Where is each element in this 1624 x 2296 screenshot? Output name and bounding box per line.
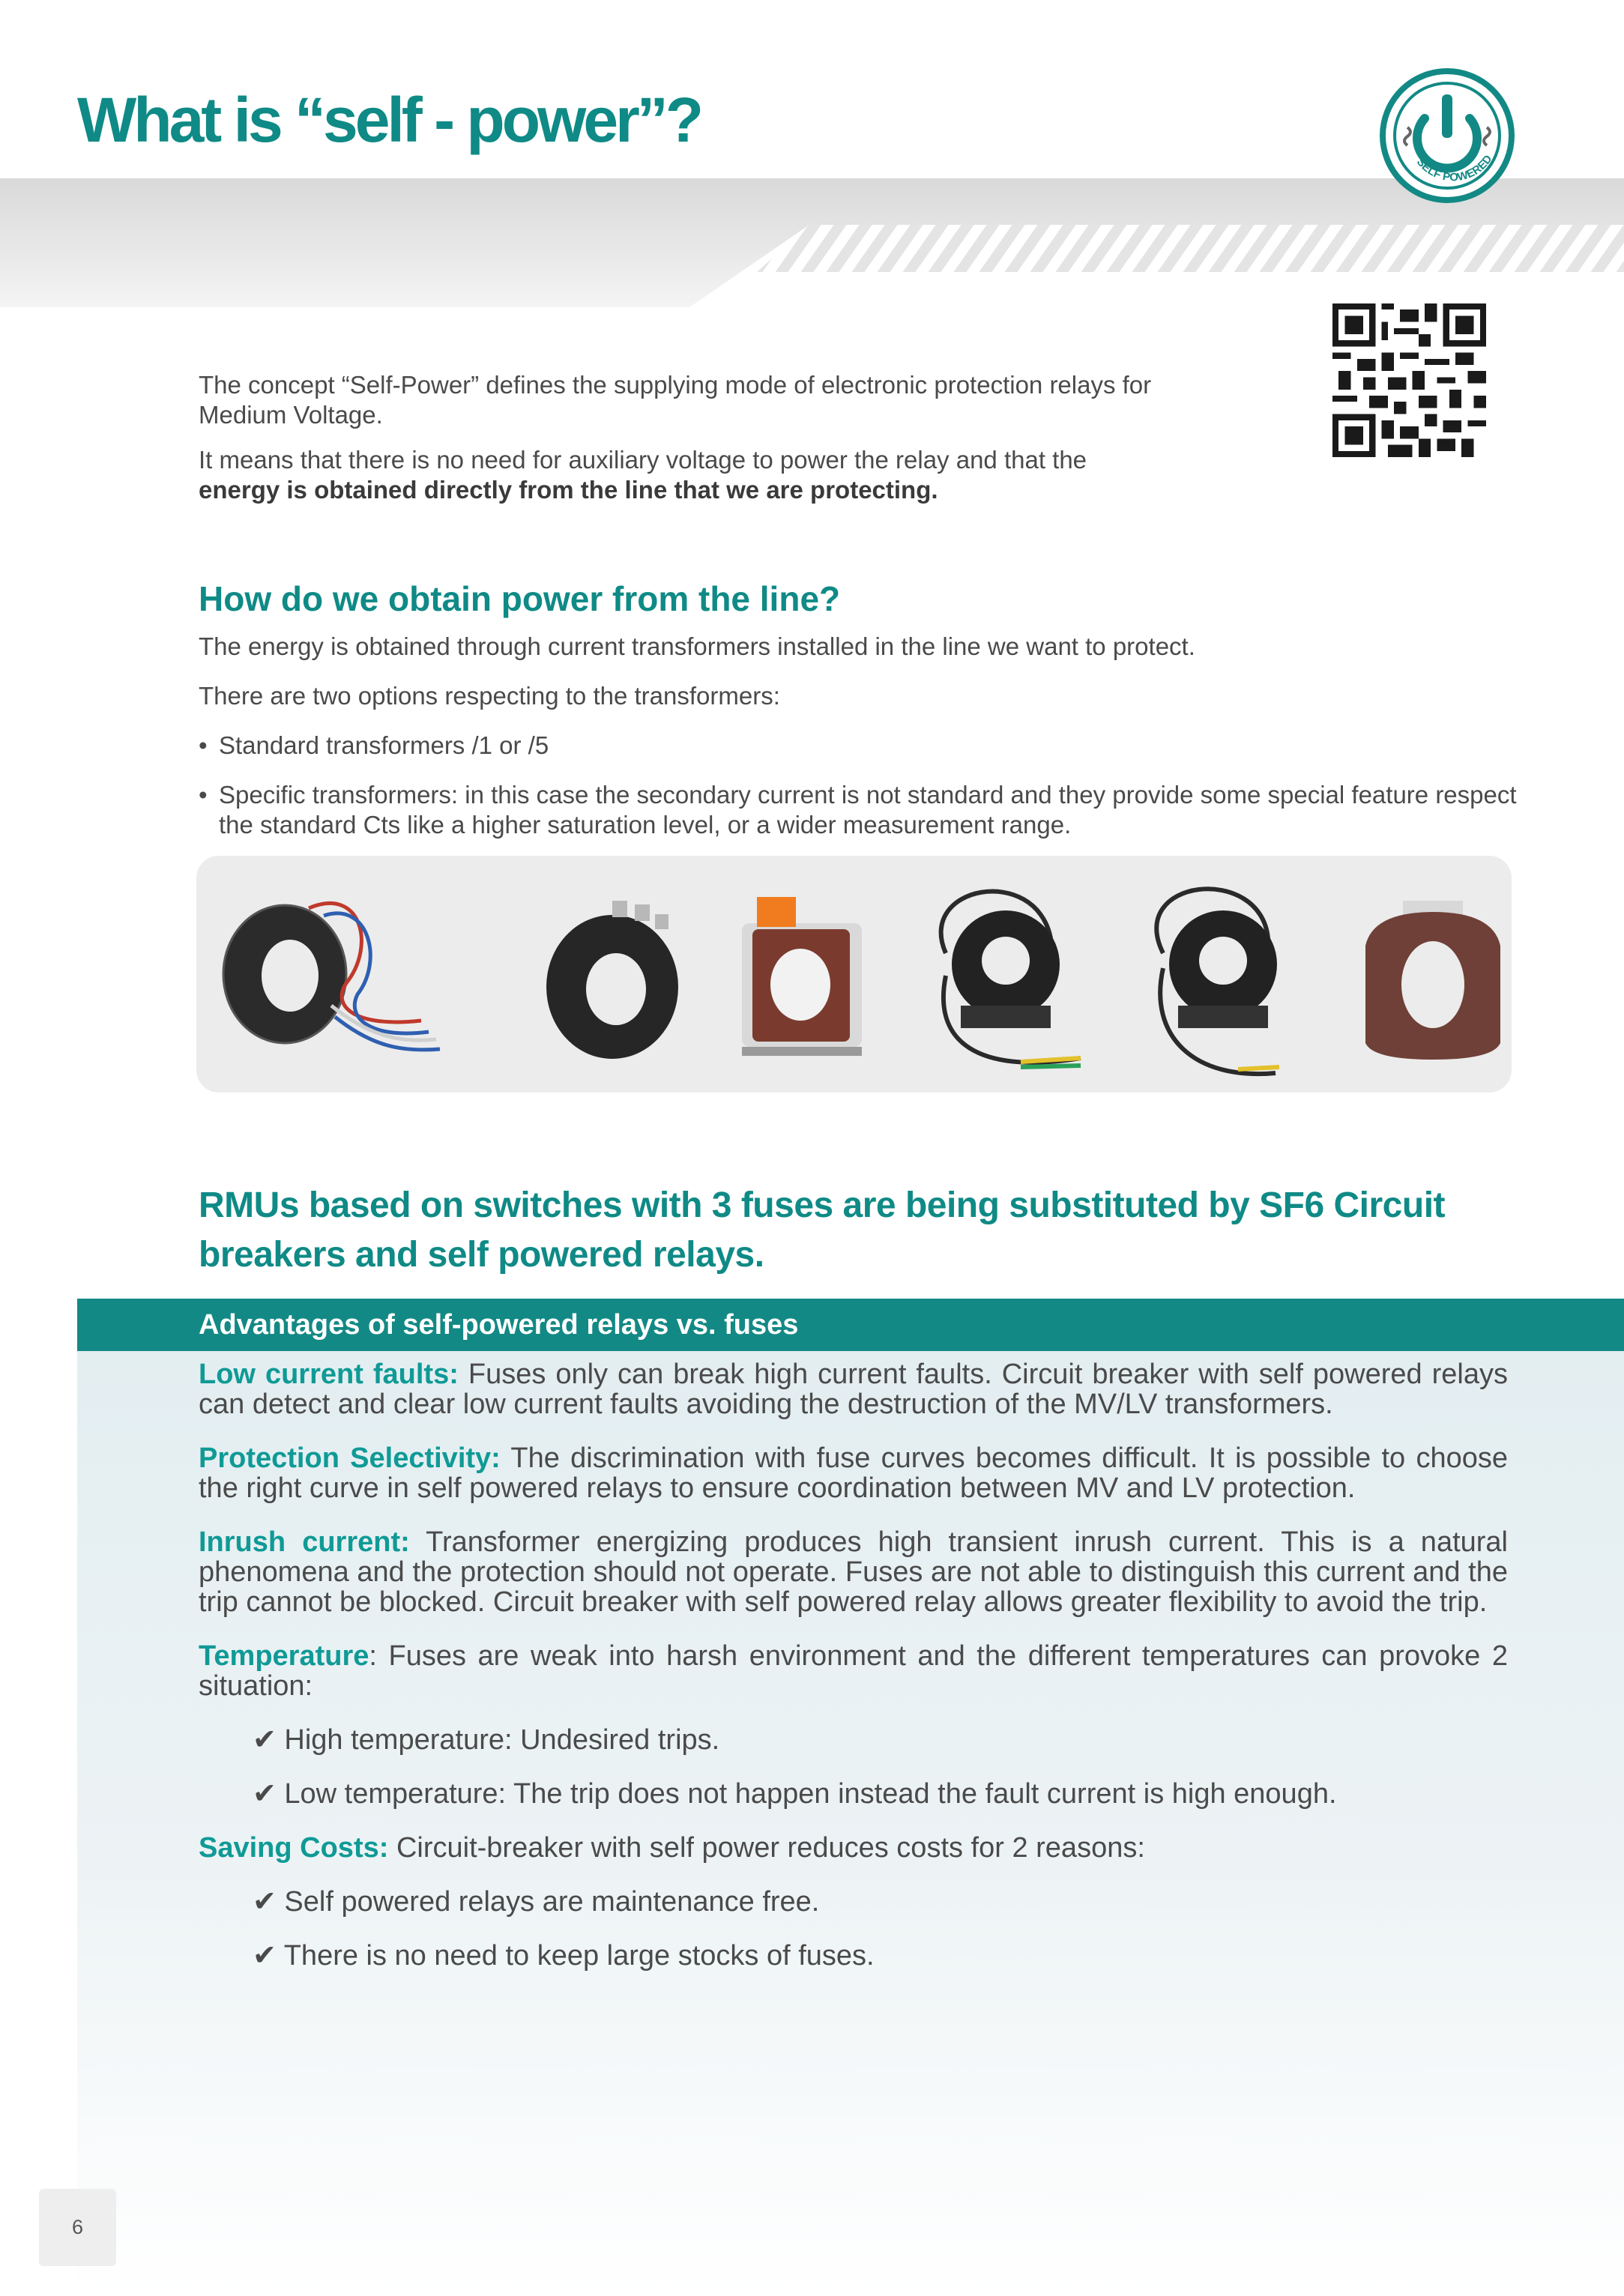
self-powered-logo-icon	[1377, 66, 1517, 205]
advantage-item	[199, 1833, 1508, 1863]
how-heading: How do we obtain power from the line?	[199, 579, 841, 618]
intro-section	[199, 370, 1173, 520]
advantage-text: : Fuses are weak into harsh environment and the different temperatures can provoke 2 situation:	[199, 1640, 1508, 1702]
check-icon: ✔	[253, 1724, 277, 1756]
how-section	[199, 632, 1518, 860]
logo-text: SELF POWERED	[1413, 152, 1495, 184]
advantage-item	[199, 1641, 1508, 1701]
check-icon: ✔	[253, 1886, 277, 1918]
ring-transformer-icon	[1365, 901, 1500, 1060]
transformer-gallery	[196, 856, 1512, 1093]
bullet-text: Standard transformers /1 or /5	[219, 731, 549, 759]
check-item	[253, 1887, 1508, 1917]
advantage-item	[199, 1359, 1508, 1419]
split-core-transformer-icon	[941, 892, 1081, 1067]
advantage-item	[199, 1443, 1508, 1503]
block-transformer-icon	[742, 897, 862, 1056]
advantage-text: Circuit-breaker with self power reduces costs for 2 reasons:	[388, 1832, 1145, 1864]
advantage-text: Fuses only can break high current faults. Circuit breaker with self powered relays can detect and clear low current faults avoiding the destruction of the MV/LV transformers.	[199, 1359, 1508, 1420]
check-text: Low temperature: The trip does not happen instead the fault current is high enough.	[284, 1778, 1337, 1810]
check-item	[253, 1941, 1508, 1971]
advantages-list	[199, 1359, 1508, 1995]
check-icon: ✔	[253, 1778, 277, 1810]
check-text: There is no need to keep large stocks of fuses.	[283, 1940, 875, 1972]
bullet-dot: •	[199, 781, 208, 809]
advantage-key: Inrush current:	[199, 1526, 410, 1558]
check-text: High temperature: Undesired trips.	[284, 1724, 720, 1756]
advantage-key: Low current faults:	[199, 1359, 459, 1390]
advantage-text: The discrimination with fuse curves becomes difficult. It is possible to choose the right curve in self powered relays to ensure coordination between MV and LV protection.	[199, 1442, 1508, 1504]
rmu-heading: RMUs based on switches with 3 fuses are being substituted by SF6 Circuit breakers and self powered relays.	[199, 1185, 1446, 1275]
toroidal-transformer-small-icon	[546, 901, 678, 1059]
advantage-key: Protection Selectivity:	[199, 1442, 501, 1474]
bullet-text: Specific transformers: in this case the secondary current is not standard and they provide some special feature respect the standard Cts like a higher saturation level, or a wider measurement range.	[219, 781, 1517, 839]
page-title: What is “self - power”?	[77, 85, 701, 155]
intro-paragraph-2	[199, 445, 1173, 505]
bullet-item	[199, 780, 1518, 840]
split-core-transformer-icon	[1156, 889, 1279, 1074]
advantage-item	[199, 1527, 1508, 1617]
intro-paragraph-1: The concept “Self-Power” defines the supplying mode of electronic protection relays for Medium Voltage.	[199, 371, 1152, 429]
how-paragraph-1: The energy is obtained through current transformers installed in the line we want to protect.	[199, 632, 1195, 660]
advantages-bar-title: Advantages of self-powered relays vs. fuses	[199, 1309, 799, 1341]
check-text: Self powered relays are maintenance free.	[284, 1886, 820, 1918]
bullet-dot: •	[199, 731, 208, 759]
advantage-key: Saving Costs:	[199, 1832, 389, 1864]
qr-code-icon[interactable]	[1332, 303, 1486, 457]
check-icon: ✔	[253, 1940, 277, 1972]
advantage-key: Temperature	[199, 1640, 369, 1672]
intro-p2-normal: It means that there is no need for auxiliary voltage to power the relay and that the	[199, 446, 1087, 474]
page-number: 6	[39, 2189, 116, 2266]
advantage-text: Transformer energizing produces high transient inrush current. This is a natural phenomena and the protection should not operate. Fuses are not able to distinguish this current and the trip cannot be blocked. Circuit breaker with self powered relay allows greater flexibility to avoid the trip.	[199, 1526, 1509, 1618]
how-paragraph-2: There are two options respecting to the transformers:	[199, 682, 780, 710]
toroidal-transformer-icon	[223, 903, 440, 1050]
check-item	[253, 1725, 1508, 1755]
bullet-item	[199, 731, 1518, 761]
advantages-bar	[77, 1299, 1624, 1351]
check-item	[253, 1779, 1508, 1809]
intro-p2-bold: energy is obtained directly from the line that we are protecting.	[199, 476, 938, 504]
